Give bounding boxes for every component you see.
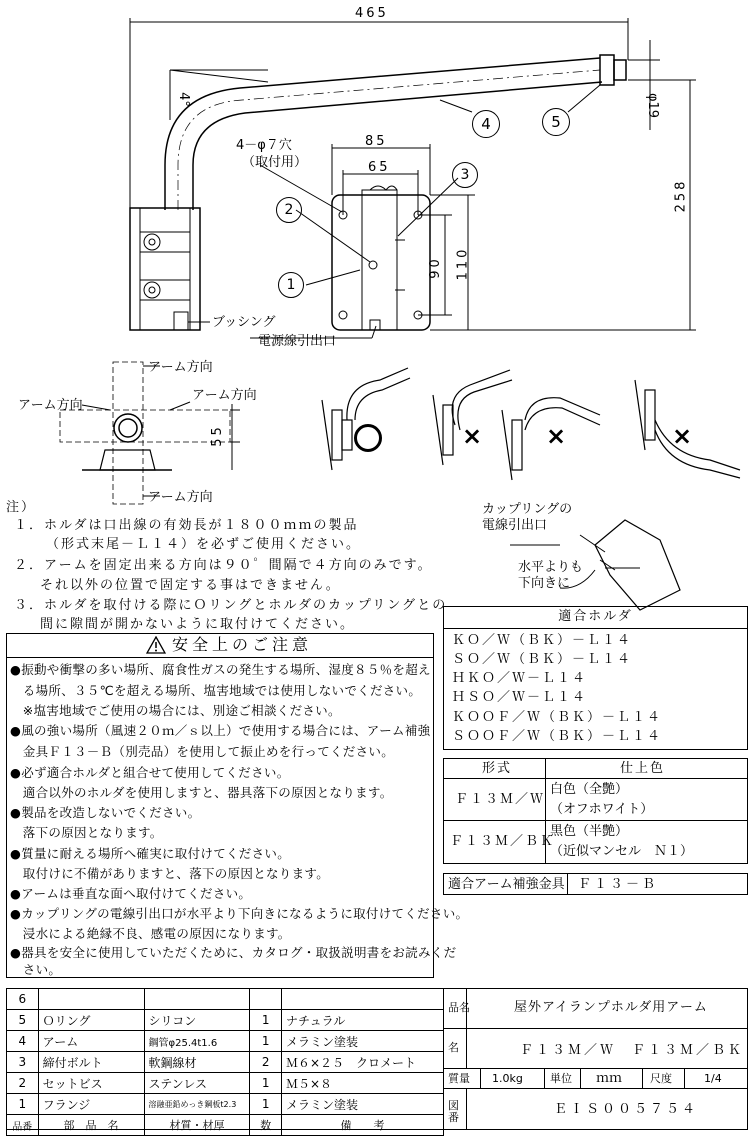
safety-line-4: ●風の強い場所（風速２０ｍ／ｓ以上）で使用する場合には、アーム補強: [10, 723, 431, 738]
safety-line-1: ●振動や衝撃の多い場所、腐食性ガスの発生する場所、湿度８５％を超え: [10, 662, 431, 677]
reinforce-label: 適合アーム補強金具: [448, 877, 565, 892]
tb-div-2: [544, 1068, 545, 1088]
safety-line-10: ●質量に耐える場所へ確実に取付けてください。: [10, 846, 291, 861]
tb-scale: 1/4: [704, 1072, 722, 1085]
parts-h-no: 品番: [7, 1115, 39, 1136]
part-qty: 1: [250, 1073, 282, 1094]
tb-h-name: 品名: [448, 1001, 470, 1014]
finish-r1-b: （オフホワイト）: [550, 802, 654, 817]
tb-h-dwg: 図番: [448, 1099, 459, 1124]
ok-mark: [354, 424, 382, 452]
tb-line-1: [444, 1028, 748, 1029]
arm-dir-left: アーム方向: [18, 398, 83, 413]
tb-div-4: [642, 1068, 643, 1088]
callout-1: 1: [278, 272, 304, 298]
reinforce-value: Ｆ１３－Ｂ: [578, 877, 659, 892]
dim-110: 110: [455, 246, 471, 281]
parts-h-qty: 数: [250, 1115, 282, 1136]
callout-5: 5: [542, 108, 570, 136]
tb-line-2: [444, 1068, 748, 1069]
tb-mass-div: [480, 1068, 481, 1088]
safety-line-13: ●カップリングの電線引出口が水平より下向きになるように取付けてください。: [10, 906, 469, 921]
holders-title: 適合ホルダ: [443, 606, 748, 629]
part-mat: 溶融亜鉛めっき鋼板t2.3: [144, 1094, 250, 1115]
part-note: Ｍ５×８: [282, 1073, 444, 1094]
part-mat: [144, 989, 250, 1010]
safety-line-15: ●器具を安全に使用していただくために、カタログ・取扱説明書をお読みくだ: [10, 945, 457, 960]
tb-h-model: 名: [448, 1041, 459, 1054]
safety-header: [6, 633, 434, 658]
parts-table: [6, 988, 444, 1136]
safety-line-11: 取付けに不備がありますと、落下の原因となります。: [10, 866, 330, 881]
tb-div-5: [684, 1068, 685, 1088]
title-block: [444, 988, 748, 1130]
parts-h-note: 備 考: [282, 1115, 444, 1136]
part-name: [38, 989, 144, 1010]
safety-line-3: ※塩害地域でご使用の場合には、別途ご相談ください。: [10, 703, 341, 718]
notes-head: 注）: [6, 500, 37, 515]
note-3b: 間に隙間が開かないように取付けてください。: [40, 617, 356, 632]
tb-unit: ｍｍ: [596, 1071, 623, 1086]
part-qty: 1: [250, 1094, 282, 1115]
part-qty: 1: [250, 1010, 282, 1031]
tb-dwg: ＥＩＳ００５７５４: [554, 1102, 699, 1117]
finish-h-finish: 仕上色: [620, 761, 666, 776]
ng-mark-1: ×: [462, 422, 483, 450]
part-name: Ｏリング: [38, 1010, 144, 1031]
ng-mark-3: ×: [672, 422, 693, 450]
dim-465: 465: [355, 6, 389, 21]
safety-line-6: ●必ず適合ホルダと組合せて使用してください。: [10, 765, 290, 780]
arm-dir-top: アーム方向: [148, 360, 213, 375]
ng-mark-2: ×: [546, 422, 567, 450]
part-no: 2: [7, 1073, 39, 1094]
parts-row-6: [7, 989, 444, 1010]
bushing-label: ブッシング: [212, 315, 276, 330]
parts-row-5: [7, 1010, 444, 1031]
reinforce-divider: [567, 873, 568, 895]
parts-row-2: [7, 1073, 444, 1094]
arm-dir-right: アーム方向: [192, 388, 257, 403]
part-note: メラミン塗装: [282, 1031, 444, 1052]
part-note: メラミン塗装: [282, 1094, 444, 1115]
parts-h-mat: 材質・材厚: [144, 1115, 250, 1136]
tb-mass: 1.0kg: [492, 1072, 523, 1085]
coupling-exit-label-2: 電線引出口: [482, 518, 548, 533]
part-mat: シリコン: [144, 1010, 250, 1031]
finish-h-model: 形式: [482, 761, 513, 776]
part-no: 5: [7, 1010, 39, 1031]
finish-divider-2: [443, 820, 748, 821]
dim-90: 90: [427, 256, 443, 279]
parts-header-row: [7, 1115, 444, 1136]
arm-dir-bottom: アーム方向: [148, 490, 213, 505]
tb-name: 屋外アイランプホルダ用アーム: [514, 1000, 708, 1015]
holes-label: 4－φ７穴: [236, 138, 292, 153]
dim-55: 55: [209, 424, 225, 447]
part-mat: 軟鋼線材: [144, 1052, 250, 1073]
part-name: 締付ボルト: [38, 1052, 144, 1073]
safety-line-2: る場所、３５℃を超える場所、塩害地域では使用しないでください。: [10, 683, 422, 698]
safety-line-8: ●製品を改造しないでください。: [10, 805, 201, 820]
note-2a: ２．アームを固定出来る方向は９０゜間隔で４方向のみです。: [14, 558, 433, 573]
part-qty: 2: [250, 1052, 282, 1073]
dim-65: 65: [368, 160, 391, 175]
safety-line-12: ●アームは垂直な面へ取付けてください。: [10, 886, 252, 901]
finish-r2-b: （近似マンセル Ｎ１）: [550, 844, 694, 859]
note-2b: それ以外の位置で固定する事はできません。: [40, 578, 341, 593]
tb-h-mass: 質量: [448, 1072, 470, 1085]
holder-4: ＨＳＯ／Ｗ－Ｌ１４: [452, 690, 588, 705]
safety-line-16: さい。: [10, 962, 62, 977]
cable-exit-label: 電源線引出口: [258, 334, 337, 349]
callout-2: 2: [276, 197, 302, 223]
part-no: 6: [7, 989, 39, 1010]
part-note: ナチュラル: [282, 1010, 444, 1031]
tb-h-scale: 尺度: [650, 1072, 672, 1085]
callout-4: 4: [472, 110, 500, 138]
safety-line-5: 金具Ｆ１３－Ｂ（別売品）を使用して振止めを行ってください。: [10, 744, 395, 759]
part-name: セットビス: [38, 1073, 144, 1094]
callout-3: 3: [452, 162, 478, 188]
holder-5: ＫＯＯＦ／Ｗ（ＢＫ）－Ｌ１４: [452, 710, 663, 725]
part-mat: ステンレス: [144, 1073, 250, 1094]
tb-dwg-div: [466, 1088, 467, 1130]
part-name: フランジ: [38, 1094, 144, 1115]
tb-div-3: [580, 1068, 581, 1088]
part-name: アーム: [38, 1031, 144, 1052]
part-qty: 1: [250, 1031, 282, 1052]
safety-line-9: 落下の原因となります。: [10, 825, 163, 840]
finish-r1-a: 白色（全艶）: [550, 782, 629, 797]
holder-2: ＳＯ／Ｗ（ＢＫ）－Ｌ１４: [452, 652, 633, 667]
safety-line-7: 適合以外のホルダを使用しますと、器具落下の原因となります。: [10, 785, 393, 800]
below-horizontal-1: 水平よりも: [518, 560, 584, 575]
finish-r1-model: Ｆ１３Ｍ／Ｗ: [455, 792, 546, 807]
parts-h-name: 部 品 名: [38, 1115, 144, 1136]
holes-sub-label: （取付用）: [242, 155, 308, 170]
warning-icon: [146, 636, 166, 654]
holder-3: ＨＫＯ／Ｗ－Ｌ１４: [452, 671, 588, 686]
part-note: [282, 989, 444, 1010]
note-1a: １．ホルダは口出線の有効長が１８００ｍｍの製品: [14, 518, 359, 533]
tb-line-3: [444, 1088, 748, 1089]
tb-h-unit: 単位: [550, 1072, 572, 1085]
safety-title: 安全上のご注意: [172, 635, 313, 654]
below-horizontal-2: 下向きに: [518, 576, 571, 591]
finish-r2-a: 黒色（半艶）: [550, 824, 629, 839]
coupling-exit-label-1: カップリングの: [482, 502, 573, 517]
note-1b: （形式末尾－Ｌ１４）を必ずご使用ください。: [46, 537, 362, 552]
holder-6: ＳＯＯＦ／Ｗ（ＢＫ）－Ｌ１４: [452, 729, 663, 744]
note-3a: ３．ホルダを取付ける際にＯリングとホルダのカップリングとの: [14, 598, 448, 613]
dim-85: 85: [365, 134, 388, 149]
safety-line-14: 浸水による絶縁不良、感電の原因になります。: [10, 926, 291, 941]
part-no: 1: [7, 1094, 39, 1115]
finish-r2-model: Ｆ１３Ｍ／ＢＫ: [450, 834, 556, 849]
part-no: 3: [7, 1052, 39, 1073]
part-note: Ｍ６×２５ クロメート: [282, 1052, 444, 1073]
finish-divider-1: [443, 778, 748, 779]
parts-row-3: [7, 1052, 444, 1073]
parts-row-1: [7, 1094, 444, 1115]
part-qty: [250, 989, 282, 1010]
part-mat: 鋼管φ25.4t1.6: [144, 1031, 250, 1052]
parts-row-4: [7, 1031, 444, 1052]
dim-phi19: φ19: [645, 92, 661, 119]
holder-1: ＫＯ／Ｗ（ＢＫ）－Ｌ１４: [452, 633, 633, 648]
dim-4deg: 4°: [175, 92, 191, 107]
dim-258: 258: [673, 178, 689, 213]
tb-model: Ｆ１３Ｍ／Ｗ Ｆ１３Ｍ／ＢＫ: [520, 1043, 745, 1058]
part-no: 4: [7, 1031, 39, 1052]
